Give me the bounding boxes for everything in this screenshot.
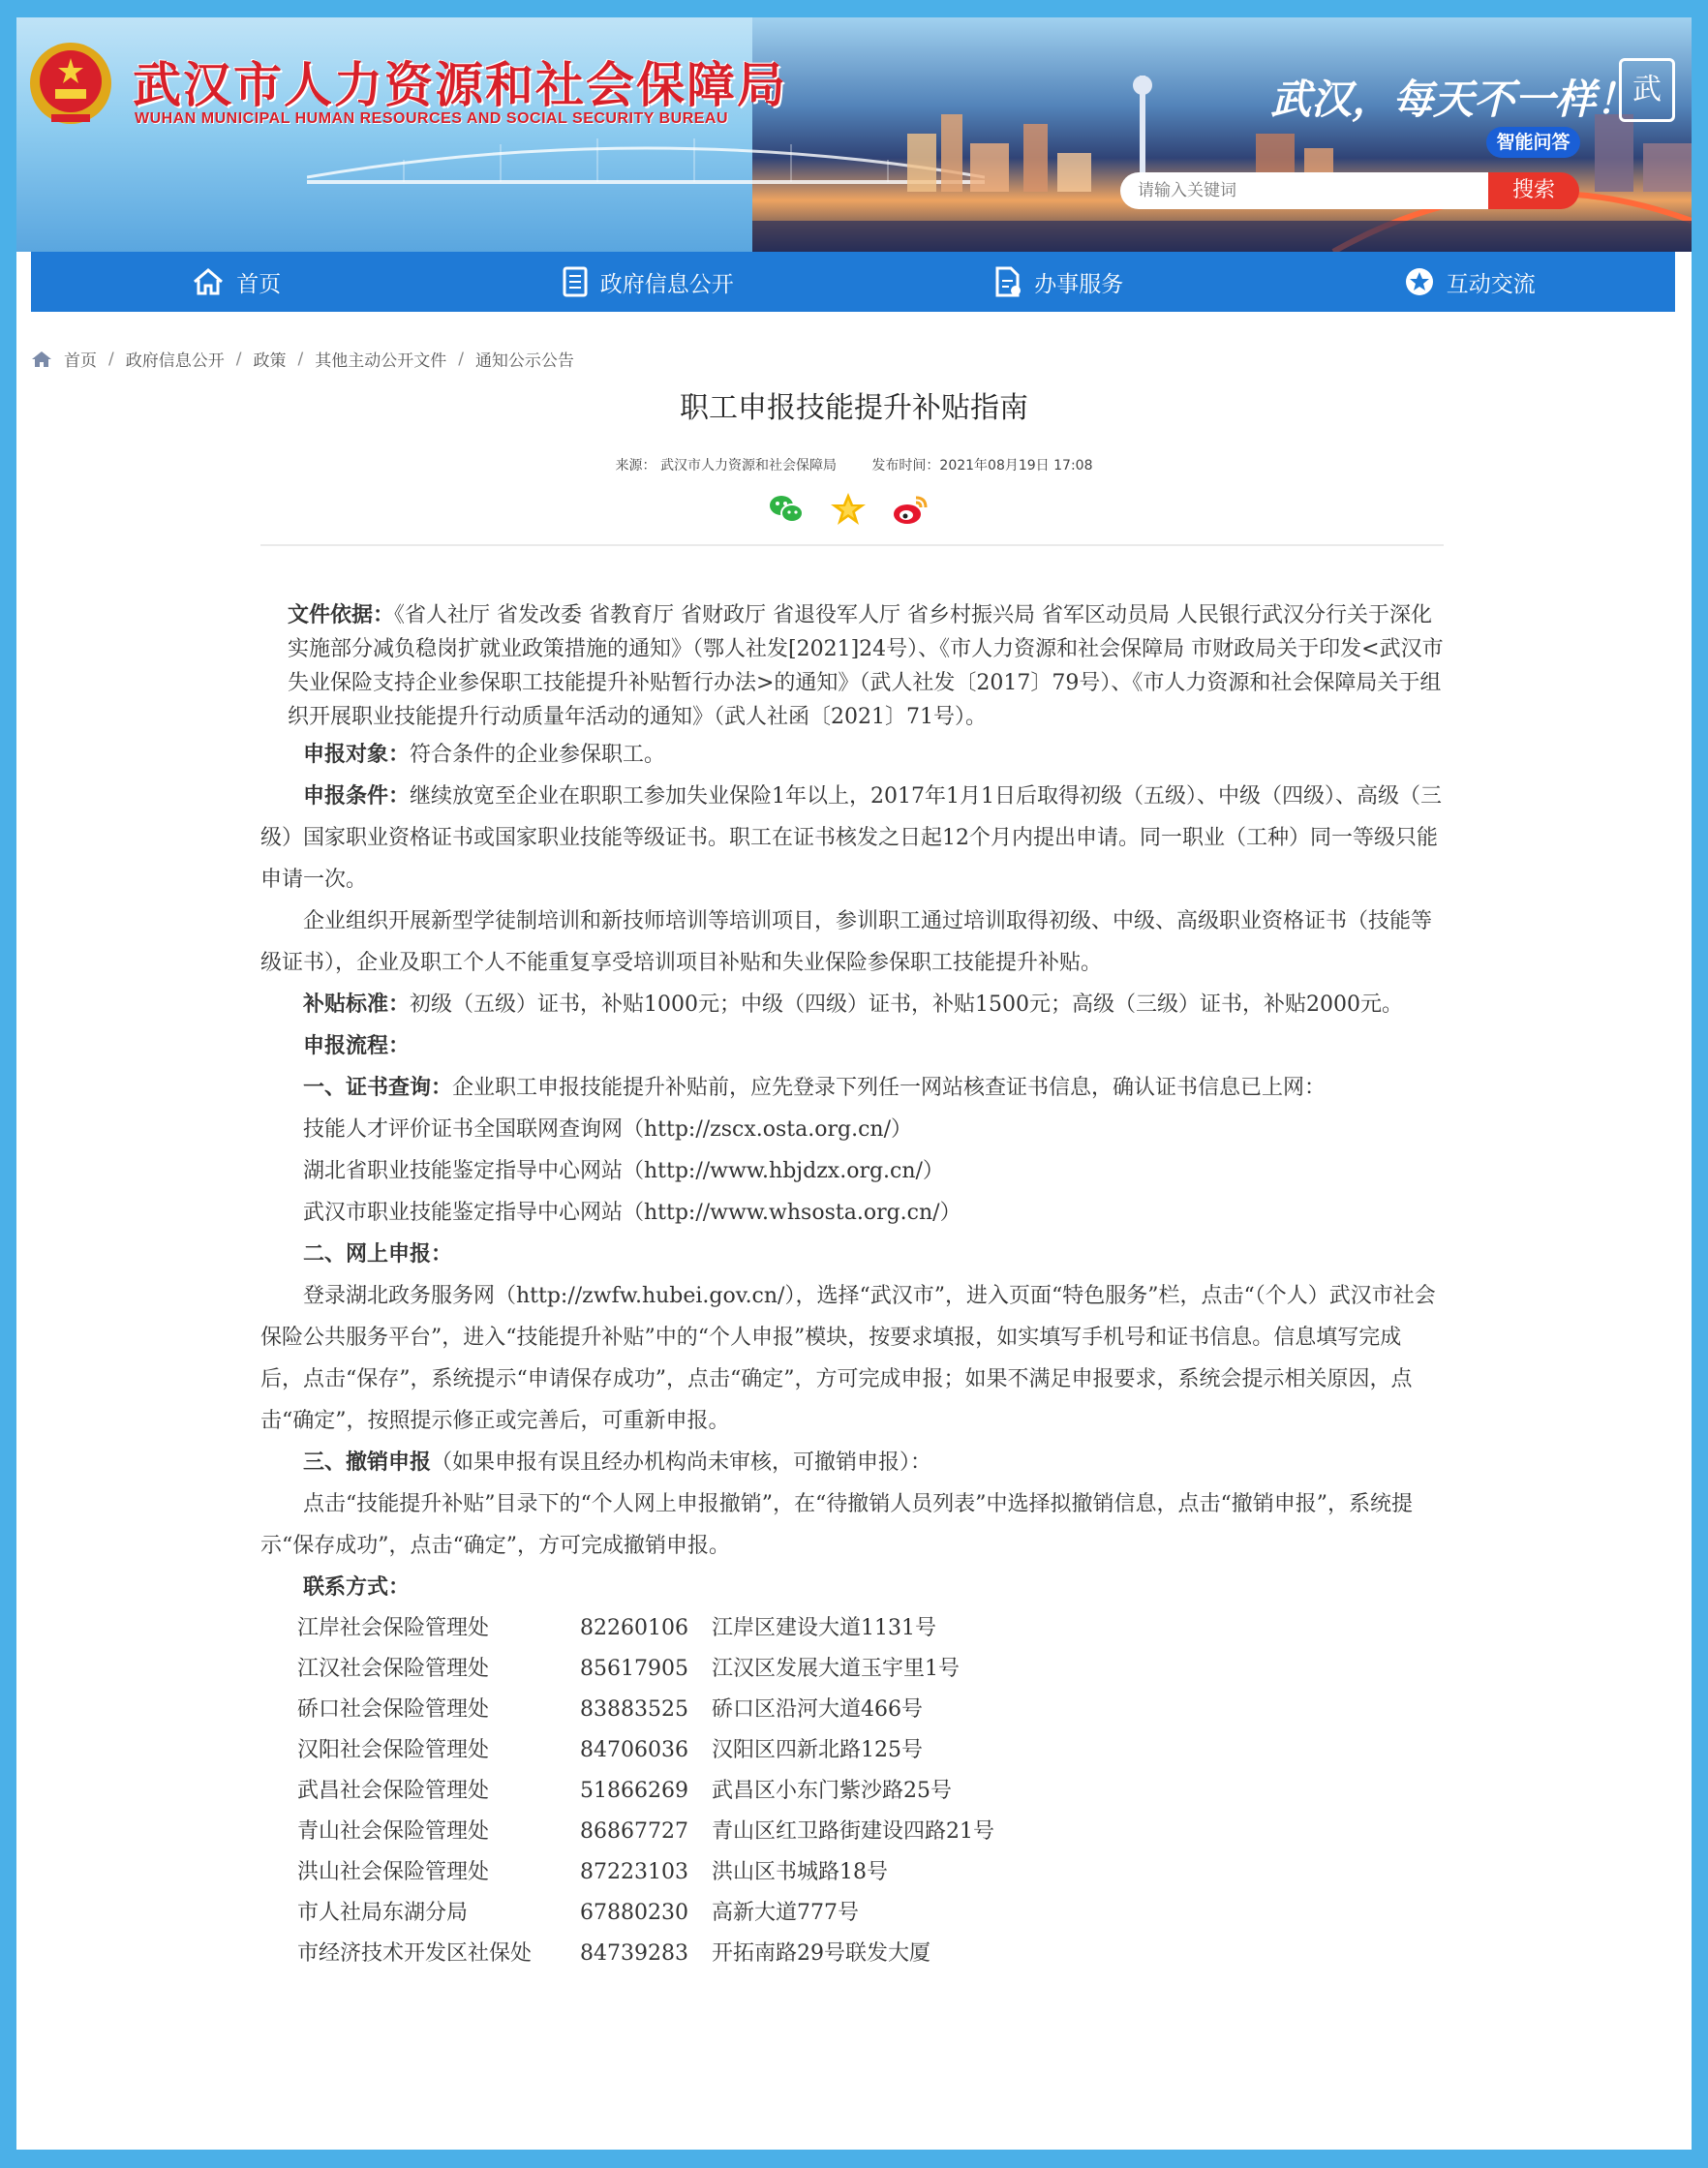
step1-text: 企业职工申报技能提升补贴前，应先登录下列任一网站核查证书信息，确认证书信息已上网： [452, 1076, 1327, 1100]
contact-phone: 87223103 [580, 1860, 688, 1884]
contact-row [260, 1649, 1444, 1690]
home-icon [31, 351, 52, 368]
breadcrumb-home[interactable]: 首页 [64, 351, 97, 371]
breadcrumb-other-files[interactable]: 其他主动公开文件 [315, 351, 447, 371]
nav-label: 办事服务 [1034, 271, 1124, 297]
contact-row [260, 1812, 1444, 1852]
standard-paragraph [260, 984, 1444, 1025]
condition-paragraph-2: 企业组织开展新型学徒制培训和新技师培训等培训项目，参训职工通过培训取得初级、中级、高级职业资格证书（技能等级证书），企业及职工个人不能重复享受培训项目补贴和失业保险参保职工技能提升补贴。 [260, 909, 1433, 975]
book-icon [562, 266, 589, 297]
contact-row [260, 1730, 1444, 1771]
breadcrumb-separator: / [235, 349, 242, 369]
page-frame [16, 17, 1692, 2150]
breadcrumb-gov-info[interactable]: 政府信息公开 [125, 351, 225, 371]
contact-row [260, 1893, 1444, 1934]
condition-paragraph [260, 776, 1444, 901]
step3-text: 点击“技能提升补贴”目录下的“个人网上申报撤销”，在“待撤销人员列表”中选择拟撤销信息，点击“撤销申报”，系统提示“保存成功”，点击“确定”，方可完成撤销申报。 [260, 1492, 1413, 1558]
search-button[interactable]: 搜索 [1488, 172, 1579, 209]
site-link-whsosta[interactable]: 武汉市职业技能鉴定指导中心网站（http://www.whsosta.org.cn/） [303, 1201, 961, 1225]
favorite-star-icon[interactable] [829, 490, 868, 529]
star-circle-icon [1404, 266, 1435, 297]
contact-label: 联系方式： [303, 1574, 411, 1600]
home-icon [192, 267, 225, 296]
breadcrumb-policy[interactable]: 政策 [253, 351, 287, 371]
site-title: 武汉市人力资源和社会保障局 [133, 57, 787, 113]
nav-item-services[interactable] [853, 252, 1265, 312]
contact-address: 武昌区小东门紫沙路25号 [712, 1779, 952, 1803]
contact-address: 汉阳区四新北路125号 [712, 1738, 923, 1762]
breadcrumb-separator: / [297, 349, 304, 369]
article-title: 职工申报技能提升补贴指南 [680, 391, 1028, 425]
nav-label: 首页 [236, 271, 282, 297]
contact-address: 开拓南路29号联发大厦 [712, 1941, 930, 1966]
article-body [260, 598, 1444, 1974]
main-nav [31, 252, 1675, 312]
wechat-icon[interactable] [767, 490, 806, 529]
contact-address: 江汉区发展大道玉宇里1号 [712, 1657, 960, 1681]
contact-name: 硚口社会保险管理处 [297, 1697, 490, 1722]
divider [260, 544, 1444, 546]
contacts-list [260, 1608, 1444, 1974]
national-emblem-icon [26, 39, 115, 128]
contact-phone: 84706036 [580, 1738, 688, 1762]
step3-label: 三、撤销申报 [303, 1450, 432, 1475]
basis-text: 《省人社厅 省发改委 省教育厅 省财政厅 省退役军人厅 省乡村振兴局 省军区动员局 人民银行武汉分行关于深化实施部分减负稳岗扩就业政策措施的通知》（鄂人社发[2021]24号）、《市人力资源和社会保障局 市财政局关于印发<武汉市失业保险支持企业参保职工技能提升补贴暂行办法>的通知》（武人社发〔2017〕79号）、《市人力资源和社会保障局关于组织开展职业技能提升行动质量年活动的通知》（武人社函〔2021〕71号）。 [288, 603, 1444, 729]
nav-label: 政府信息公开 [599, 271, 734, 297]
standard-text: 初级（五级）证书，补贴1000元；中级（四级）证书，补贴1500元；高级（三级）证书，补贴2000元。 [410, 992, 1403, 1017]
article-publish-time: 发布时间：2021年08月19日 17:08 [871, 458, 1093, 473]
site-banner [16, 17, 1692, 252]
step1-label: 一、证书查询： [303, 1075, 453, 1100]
wuhan-seal-logo: 武 [1619, 58, 1675, 122]
contact-name: 武昌社会保险管理处 [297, 1779, 490, 1803]
contact-phone: 67880230 [580, 1901, 688, 1925]
nav-item-home[interactable] [31, 252, 442, 312]
contact-address: 高新大道777号 [712, 1901, 859, 1925]
site-link-hbjdzx[interactable]: 湖北省职业技能鉴定指导中心网站（http://www.hbjdzx.org.cn/） [303, 1159, 944, 1183]
article-source: 来源： 武汉市人力资源和社会保障局 [615, 458, 837, 473]
site-link-osta[interactable]: 技能人才评价证书全国联网查询网（http://zscx.osta.org.cn/） [303, 1117, 912, 1142]
breadcrumb-separator: / [108, 349, 114, 369]
target-paragraph [260, 734, 1444, 776]
search-input[interactable] [1120, 172, 1493, 209]
share-bar [767, 490, 930, 529]
contact-phone: 85617905 [580, 1657, 688, 1681]
city-slogan: 武汉，每天不一样！ [1270, 76, 1637, 123]
contact-address: 青山区红卫路街建设四路21号 [712, 1819, 994, 1844]
step2-label: 二、网上申报： [303, 1241, 453, 1267]
step3-paragraph [260, 1442, 1444, 1483]
basis-paragraph [260, 598, 1444, 734]
contact-name: 市经济技术开发区社保处 [297, 1941, 533, 1966]
process-label: 申报流程： [303, 1033, 411, 1058]
condition-label: 申报条件： [303, 783, 411, 809]
smart-qa-button[interactable]: 智能问答 [1486, 127, 1580, 158]
basis-label: 文件依据： [288, 602, 395, 627]
contact-phone: 84739283 [580, 1941, 688, 1966]
contact-address: 江岸区建设大道1131号 [712, 1616, 936, 1640]
contact-row [260, 1608, 1444, 1649]
weibo-icon[interactable] [891, 490, 930, 529]
contact-address: 硚口区沿河大道466号 [712, 1697, 923, 1722]
breadcrumb [31, 347, 574, 371]
contact-row [260, 1771, 1444, 1812]
contact-name: 江岸社会保险管理处 [297, 1616, 490, 1640]
contact-phone: 51866269 [580, 1779, 688, 1803]
step3-note: （如果申报有误且经办机构尚未审核，可撤销申报）： [431, 1450, 932, 1475]
target-label: 申报对象： [303, 742, 411, 767]
nav-label: 互动交流 [1446, 271, 1536, 297]
condition-text: 继续放宽至企业在职职工参加失业保险1年以上，2017年1月1日后取得初级（五级）、中级（四级）、高级（三级）国家职业资格证书或国家职业技能等级证书。职工在证书核发之日起12个月内提出申请。同一职业（工种）同一等级只能申请一次。 [260, 784, 1442, 892]
contact-address: 洪山区书城路18号 [712, 1860, 888, 1884]
contact-phone: 83883525 [580, 1697, 688, 1722]
step1-paragraph [260, 1067, 1444, 1109]
site-subtitle: WUHAN MUNICIPAL HUMAN RESOURCES AND SOCIAL SECURITY BUREAU [135, 110, 729, 127]
contact-name: 汉阳社会保险管理处 [297, 1738, 490, 1762]
contact-phone: 82260106 [580, 1616, 688, 1640]
contact-row [260, 1934, 1444, 1974]
nav-item-interaction[interactable] [1265, 252, 1676, 312]
breadcrumb-notices[interactable]: 通知公示公告 [474, 351, 574, 371]
target-text: 符合条件的企业参保职工。 [410, 743, 666, 767]
contact-row [260, 1852, 1444, 1893]
contact-name: 洪山社会保险管理处 [297, 1860, 490, 1884]
standard-label: 补贴标准： [303, 992, 411, 1017]
contact-name: 青山社会保险管理处 [297, 1819, 490, 1844]
contact-row [260, 1690, 1444, 1730]
step2-paragraph: 登录湖北政务服务网（http://zwfw.hubei.gov.cn/），选择“武汉市”，进入页面“特色服务”栏，点击“（个人）武汉市社会保险公共服务平台”，进入“技能提升补贴”中的“个人申报”模块，按要求填报，如实填写手机号和证书信息。信息填写完成后，点击“保存”，系统提示“申请保存成功”，点击“确定”，方可完成申报；如果不满足申报要求，系统会提示相关原因，点击“确定”，按照提示修正或完善后，可重新申报。 [260, 1284, 1436, 1433]
contact-name: 江汉社会保险管理处 [297, 1657, 490, 1681]
document-icon [993, 266, 1022, 297]
contact-name: 市人社局东湖分局 [297, 1901, 469, 1925]
breadcrumb-separator: / [458, 349, 464, 369]
nav-item-gov-info[interactable] [442, 252, 854, 312]
article-meta [16, 455, 1692, 474]
contact-phone: 86867727 [580, 1819, 688, 1844]
